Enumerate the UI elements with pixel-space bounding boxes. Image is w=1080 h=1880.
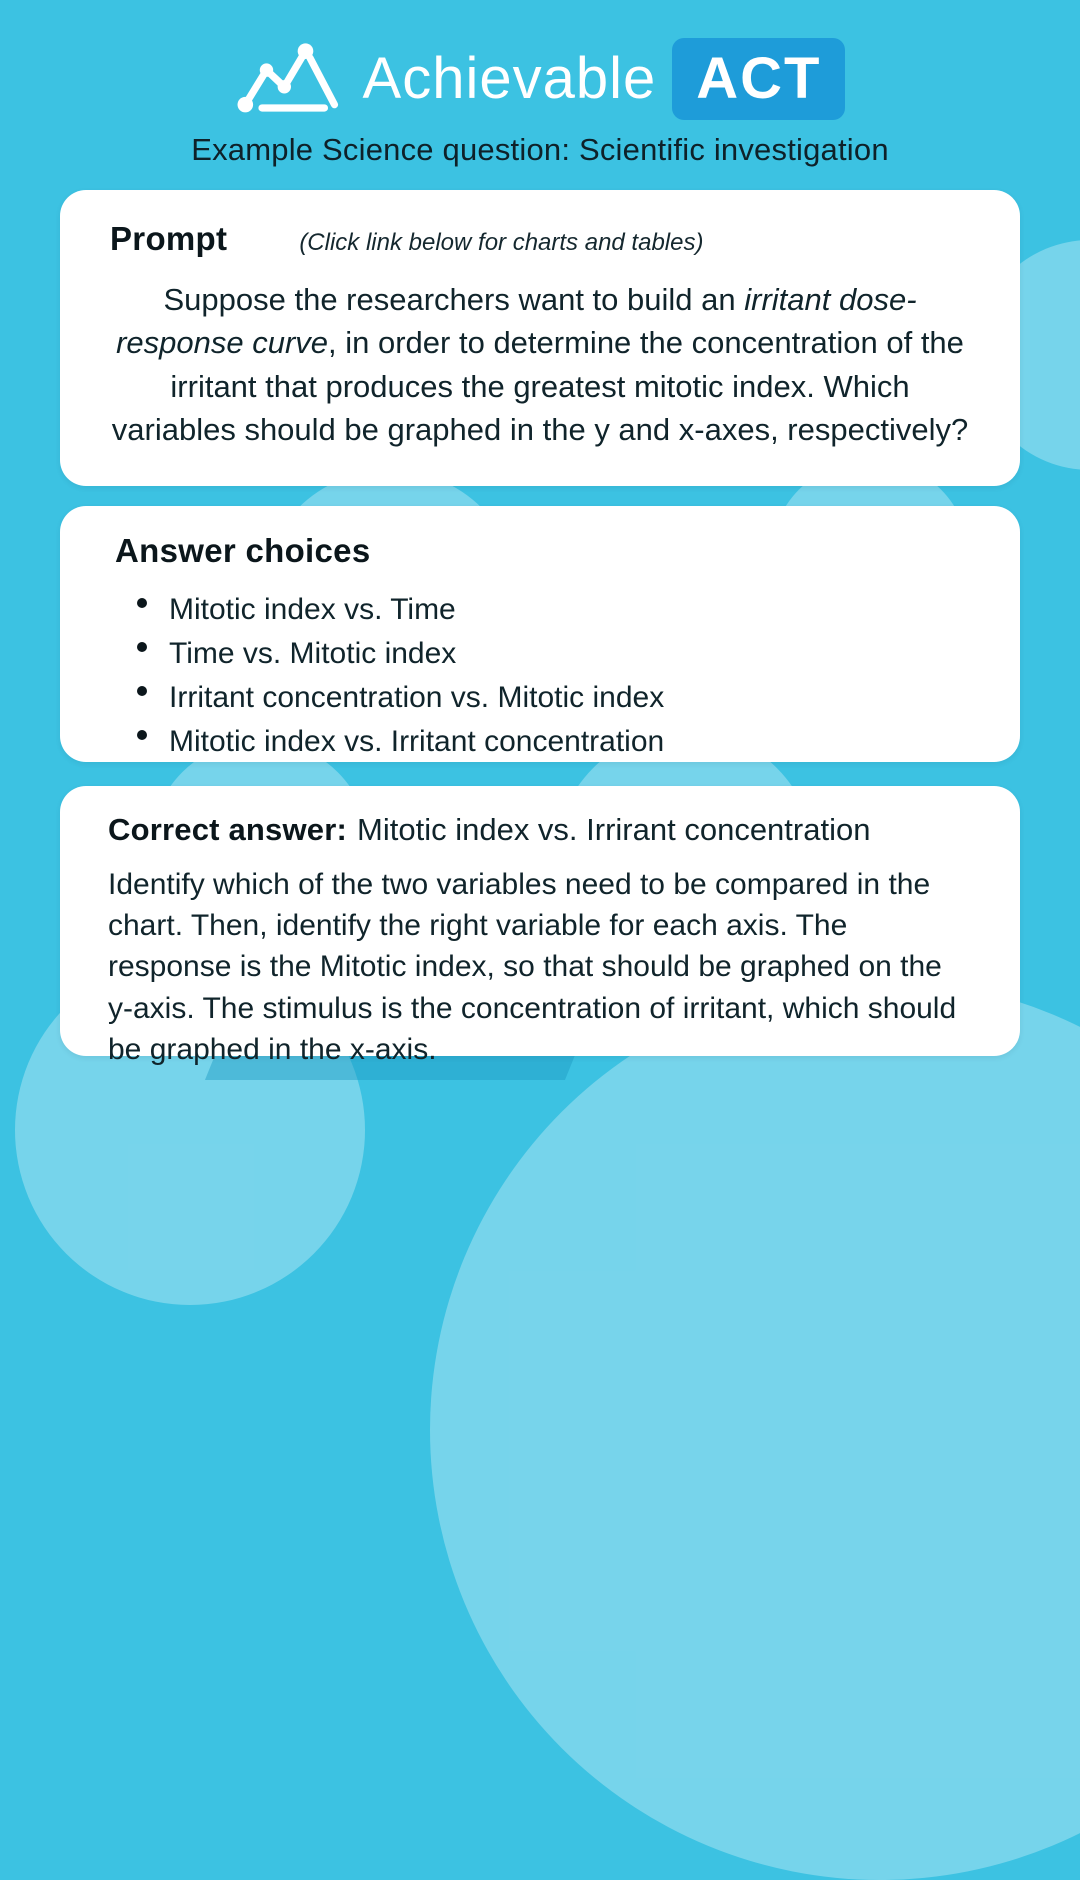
answer-choices-title: Answer choices: [115, 532, 371, 569]
correct-answer-card: [60, 786, 1020, 1066]
prompt-body-italic: irritant dose-response curve: [116, 282, 917, 361]
header: [0, 0, 1080, 168]
correct-answer-value: Mitotic index vs. Irrirant concentration: [357, 812, 871, 847]
answer-choice-label: Mitotic index vs. Time: [169, 593, 456, 626]
brand-row: [0, 34, 1080, 124]
prompt-body-prefix: Suppose the researchers want to build an: [163, 282, 745, 317]
page-subtitle: Example Science question: Scientific investigation: [191, 132, 889, 167]
prompt-title: Prompt: [110, 220, 228, 257]
answer-choice-label: Time vs. Mitotic index: [169, 637, 457, 671]
prompt-card-header: [108, 220, 972, 258]
answer-choices-card: [60, 506, 1020, 762]
answer-choice-label: Mitotic index vs. Irritant concentration: [169, 725, 665, 759]
answer-explanation: Identify which of the two variables need to be compared in the chart. Then, identify the right variable for each axis. The response is the Mitotic index, so that should be graphed on the y-axis. The stimulus is the concentration of irritant, which should be graphed in the x-axis.: [108, 868, 957, 1066]
bullet-icon: [137, 598, 147, 608]
prompt-card: [60, 190, 1020, 486]
prompt-body-suffix: , in order to determine the concentration of the irritant that produces the greatest mitotic index. Which variables should be graphed in the y and x-axes, respectively?: [111, 325, 969, 448]
prompt-body: [108, 278, 972, 452]
answer-choice-item: [137, 720, 972, 764]
bullet-icon: [137, 642, 147, 652]
achievable-logo-icon: [235, 40, 347, 118]
correct-answer-label: Correct answer:: [108, 812, 348, 847]
answer-choice-item: [137, 632, 972, 676]
decorative-circle: [430, 980, 1080, 1880]
answer-choices-list: [115, 588, 972, 764]
answer-choice-item: [137, 588, 972, 632]
bullet-icon: [137, 730, 147, 740]
answer-choice-label: Irritant concentration vs. Mitotic index: [169, 681, 665, 715]
act-badge: ACT: [672, 38, 845, 120]
answer-choice-item: [137, 676, 972, 720]
brand-name: Achievable: [362, 46, 657, 111]
correct-answer-line: [108, 810, 974, 850]
prompt-note: (Click link below for charts and tables): [299, 229, 704, 256]
bullet-icon: [137, 686, 147, 696]
